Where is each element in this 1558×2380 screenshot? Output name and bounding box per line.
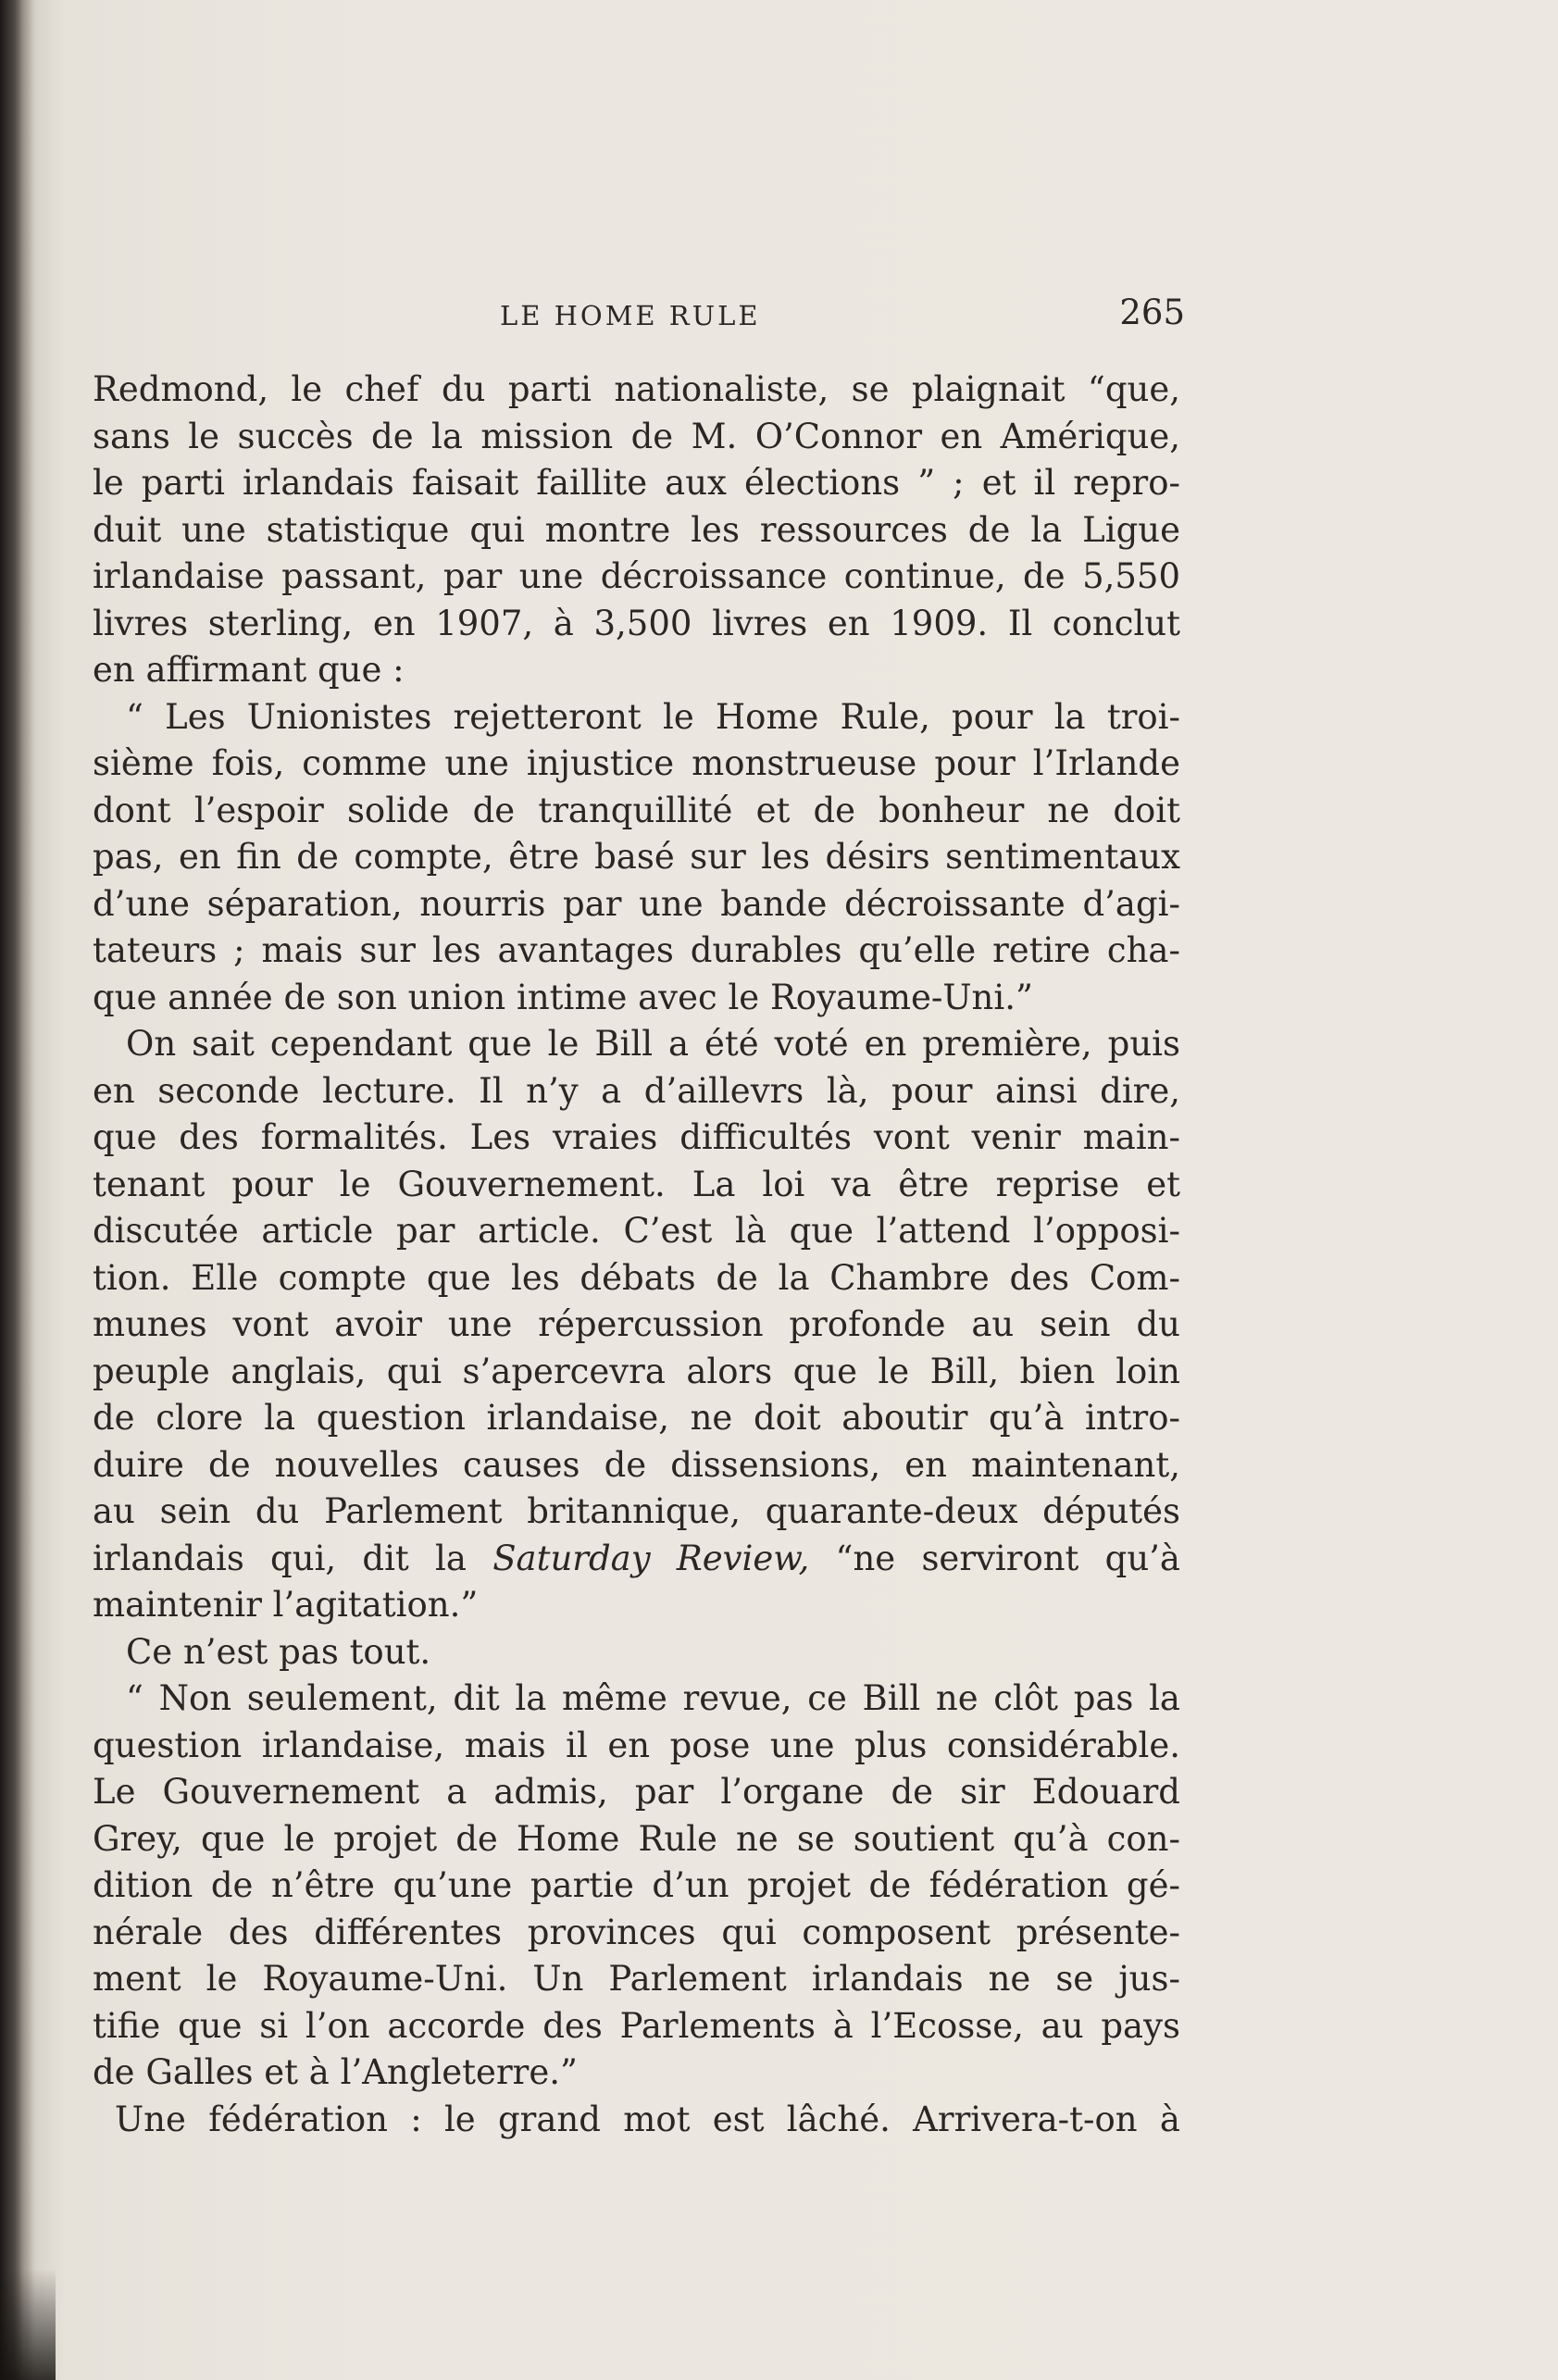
text-fragment: “ne serviront qu’à (809, 1538, 1180, 1578)
body-text (93, 367, 1180, 2143)
text-line: en affirmant que : (93, 650, 405, 690)
text-line: que année de son union intime avec le Royaume-Uni.” (93, 977, 1033, 1017)
text-line: “ Non seulement, dit la même revue, ce Bill ne clôt pas la (126, 1678, 1180, 1718)
text-line: peuple anglais, qui s’apercevra alors que le Bill, bien loin (93, 1351, 1180, 1391)
paragraph-4 (93, 1629, 1180, 1676)
text-line: question irlandaise, mais il en pose une plus considérable. (93, 1725, 1180, 1765)
text-line: “ Les Unionistes rejetteront le Home Rule, pour la troi- (126, 696, 1180, 737)
text-line: irlandaise passant, par une décroissance continue, de 5,550 (93, 556, 1180, 596)
paragraph-6 (93, 2097, 1180, 2144)
page-corner-shadow (0, 2269, 56, 2380)
text-line: Grey, que le projet de Home Rule ne se soutient qu’à con- (93, 1818, 1180, 1859)
text-line: duire de nouvelles causes de dissensions, en maintenant, (93, 1444, 1180, 1485)
text-line: le parti irlandais faisait faillite aux élections ” ; et il repro- (93, 463, 1180, 503)
text-line: au sein du Parlement britannique, quarante-deux députés (93, 1491, 1180, 1531)
text-fragment: irlandais qui, dit la (93, 1538, 493, 1578)
text-line: Une fédération : le grand mot est lâché. Arrivera-t-on à (115, 2099, 1180, 2139)
journal-title: Saturday Review, (492, 1538, 810, 1578)
text-line: livres sterling, en 1907, à 3,500 livres en 1909. Il conclut (93, 603, 1180, 643)
page-number: 265 (1119, 293, 1185, 332)
text-line: duit une statistique qui montre les ressources de la Ligue (93, 509, 1180, 550)
text-line: en seconde lecture. Il n’y a d’aillevrs là, pour ainsi dire, (93, 1070, 1180, 1111)
paragraph-1 (93, 367, 1180, 694)
text-line: Le Gouvernement a admis, par l’organe de sir Edouard (93, 1772, 1180, 1812)
text-line: tateurs ; mais sur les avantages durables qu’elle retire cha- (93, 930, 1180, 970)
text-line: de clore la question irlandaise, ne doit aboutir qu’à intro- (93, 1398, 1180, 1438)
text-line: On sait cependant que le Bill a été voté en première, puis (126, 1024, 1180, 1064)
running-head: LE HOME RULE (500, 300, 761, 331)
text-line: discutée article par article. C’est là que l’attend l’opposi- (93, 1211, 1180, 1251)
text-line: ment le Royaume-Uni. Un Parlement irlandais ne se jus- (93, 1959, 1180, 1999)
text-line: sans le succès de la mission de M. O’Connor en Amérique, (93, 416, 1180, 456)
text-line: sième fois, comme une injustice monstrueuse pour l’Irlande (93, 743, 1180, 783)
text-line: dition de n’être qu’une partie d’un projet de fédération gé- (93, 1865, 1180, 1905)
text-line: Ce n’est pas tout. (126, 1631, 431, 1672)
paragraph-5-quote (93, 1676, 1180, 2097)
book-spine-shadow (0, 0, 33, 2380)
paragraph-2-continued (93, 741, 1180, 1021)
text-line: tenant pour le Gouvernement. La loi va être reprise et (93, 1164, 1180, 1204)
text-line: tifie que si l’on accorde des Parlements à l’Ecosse, au pays (93, 2005, 1180, 2046)
text-line: pas, en fin de compte, être basé sur les désirs sentimentaux (93, 837, 1180, 877)
text-line: nérale des différentes provinces qui composent présente- (93, 1912, 1180, 1952)
paragraph-2-quote (93, 694, 1180, 741)
text-line: maintenir l’agitation.” (93, 1585, 479, 1625)
text-line (93, 1536, 1180, 1583)
text-line: tion. Elle compte que les débats de la Chambre des Com- (93, 1257, 1180, 1298)
text-line: Redmond, le chef du parti nationaliste, se plaignait “que, (93, 369, 1180, 409)
paragraph-3 (93, 1021, 1180, 1629)
text-line: de Galles et à l’Angleterre.” (93, 2052, 578, 2092)
page-header (93, 293, 1185, 339)
text-line: dont l’espoir solide de tranquillité et de bonheur ne doit (93, 790, 1180, 830)
text-line: que des formalités. Les vraies difficultés vont venir main- (93, 1117, 1180, 1157)
text-line: munes vont avoir une répercussion profonde au sein du (93, 1304, 1180, 1344)
text-line: d’une séparation, nourris par une bande décroissante d’agi- (93, 883, 1180, 924)
